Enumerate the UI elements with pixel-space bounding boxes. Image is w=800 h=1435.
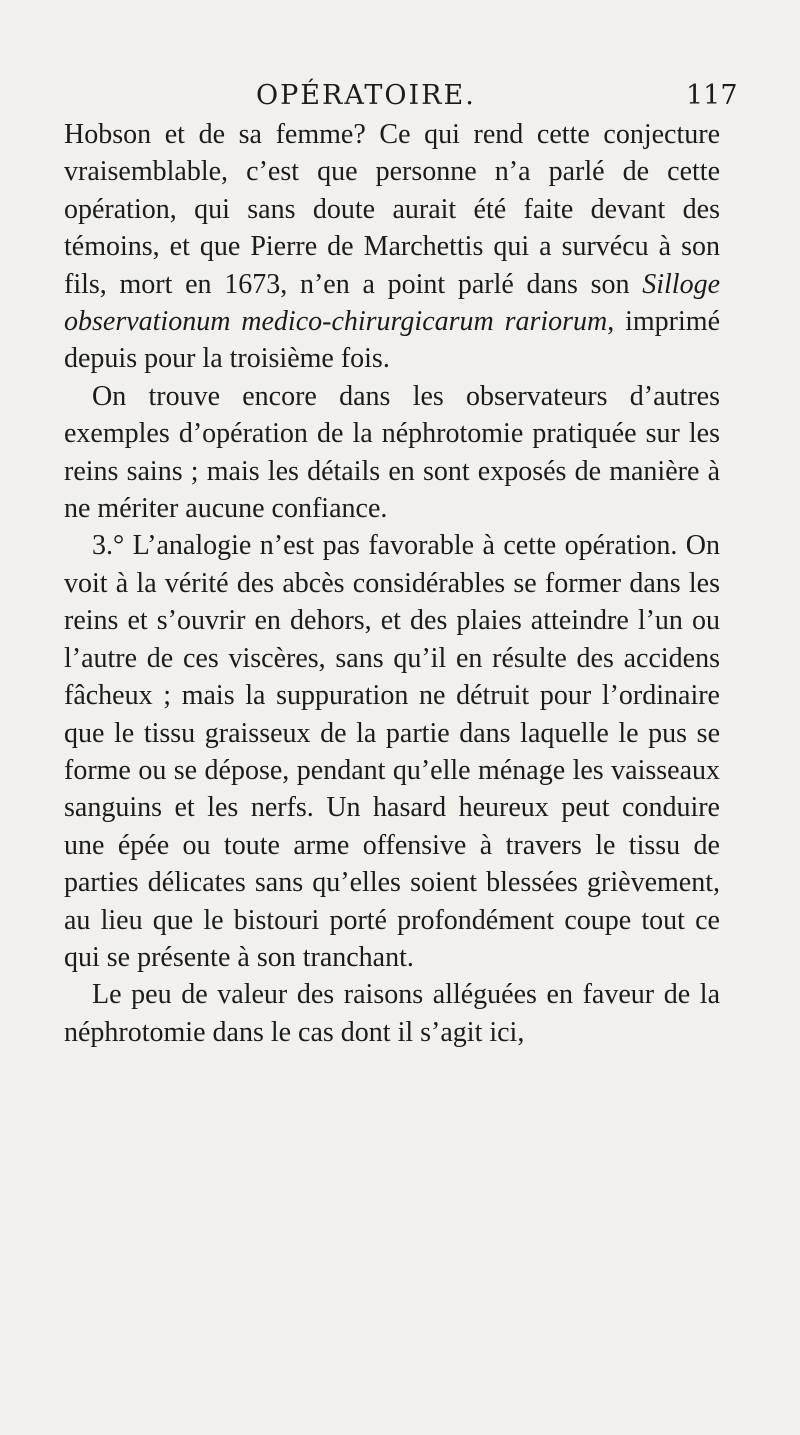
paragraph-continuation [64, 116, 720, 378]
body-text [64, 116, 720, 1051]
page-number: 117 [686, 80, 738, 111]
page-header [0, 76, 800, 116]
paragraph: On trouve encore dans les observateurs d’autres exemples d’opération de la néphrotomie pratiquée sur les reins sains ; mais les détails en sont exposés de manière à ne mériter aucune confiance. [64, 380, 720, 525]
running-title: OPÉRATOIRE. [256, 80, 476, 111]
paragraph-numbered: 3.° L’analogie n’est pas favorable à cette opération. On voit à la vérité des abcès considérables se former dans les reins et s’ouvrir en dehors, et des plaies atteindre l’un ou l’autre de ces viscères, sans qu’il en résulte des accidens fâcheux ; mais la suppuration ne détruit pour l’ordinaire que le tissu graisseux de la partie dans laquelle le pus se forme ou se dépose, pendant qu’elle ménage les vaisseaux sanguins et les nerfs. Un hasard heureux peut conduire une épée ou toute arme offensive à travers le tissu de parties délicates sans qu’elles soient blessées grièvement, au lieu que le bistouri porté profondément coupe tout ce qui se présente à son tranchant. [64, 530, 720, 973]
paragraph-text: , imprimé depuis pour la troisième fois. [64, 306, 720, 375]
paragraph-text: Hobson et de sa femme? Ce qui rend cette conjecture vraisemblable, c’est que personne n’a parlé de cette opération, qui sans doute aurait été faite devant des témoins, et que Pierre de Marchettis qui a survécu à son fils, mort en 1673, n’en a point parlé dans son [64, 119, 720, 300]
paragraph: Le peu de valeur des raisons alléguées en faveur de la néphrotomie dans le cas dont il s’agit ici, [64, 979, 720, 1048]
latin-title: Silloge observationum medico-chirurgicarum rariorum [64, 268, 720, 338]
